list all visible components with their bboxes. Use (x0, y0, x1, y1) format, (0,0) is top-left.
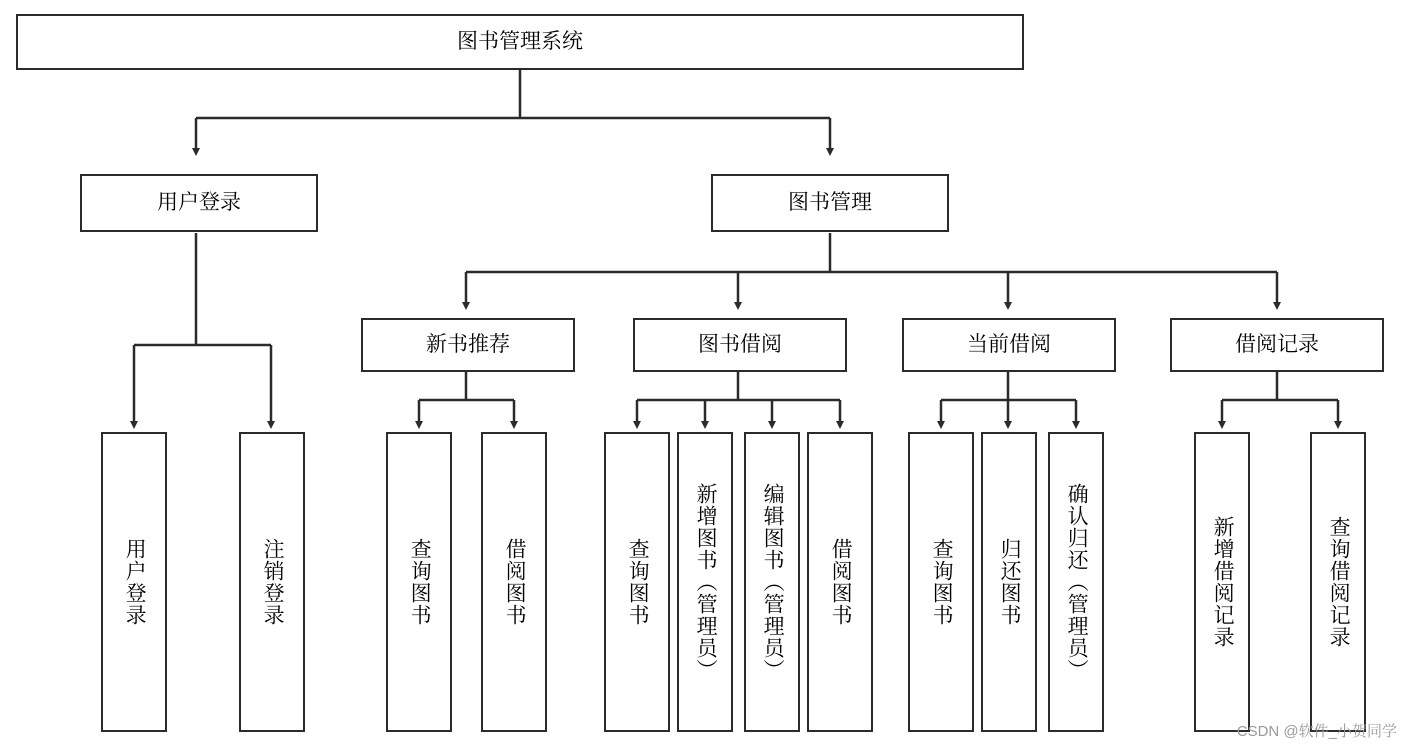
leaf-user-login-logout-label: 注销登录 (261, 538, 285, 626)
leaf-user-login-logout[interactable] (239, 432, 305, 732)
node-user-login[interactable] (80, 174, 318, 232)
leaf-borrow-borrow-book-label: 借阅图书 (829, 538, 853, 626)
leaf-records-query[interactable] (1310, 432, 1366, 732)
leaf-records-query-label: 查询借阅记录 (1327, 516, 1351, 648)
node-current-borrow[interactable] (902, 318, 1116, 372)
node-book-management-label: 图书管理 (788, 190, 872, 214)
leaf-borrow-query[interactable] (604, 432, 670, 732)
leaf-current-confirm-return[interactable] (1048, 432, 1104, 732)
leaf-new-books-query-label: 查询图书 (408, 538, 432, 626)
leaf-user-login-login-label: 用户登录 (123, 538, 147, 626)
leaf-current-return-label: 归还图书 (998, 538, 1022, 626)
leaf-new-books-query[interactable] (386, 432, 452, 732)
leaf-borrow-edit-book[interactable] (744, 432, 800, 732)
leaf-user-login-login[interactable] (101, 432, 167, 732)
leaf-current-confirm-return-label: 确认归还（管理员） (1065, 483, 1089, 681)
leaf-current-query[interactable] (908, 432, 974, 732)
leaf-current-return[interactable] (981, 432, 1037, 732)
node-current-borrow-label: 当前借阅 (967, 332, 1051, 356)
watermark: CSDN @软件_小贺同学 (1236, 723, 1397, 740)
leaf-records-add[interactable] (1194, 432, 1250, 732)
leaf-borrow-edit-book-label: 编辑图书（管理员） (761, 483, 785, 681)
node-book-borrow[interactable] (633, 318, 847, 372)
node-root-label: 图书管理系统 (457, 29, 583, 53)
leaf-new-books-borrow[interactable] (481, 432, 547, 732)
node-user-login-label: 用户登录 (157, 190, 241, 214)
node-new-book-recommend-label: 新书推荐 (426, 332, 510, 356)
node-book-management[interactable] (711, 174, 949, 232)
node-borrow-records[interactable] (1170, 318, 1384, 372)
node-new-book-recommend[interactable] (361, 318, 575, 372)
leaf-borrow-add-book[interactable] (677, 432, 733, 732)
node-borrow-records-label: 借阅记录 (1235, 332, 1319, 356)
leaf-borrow-add-book-label: 新增图书（管理员） (694, 483, 718, 681)
leaf-current-query-label: 查询图书 (930, 538, 954, 626)
leaf-borrow-query-label: 查询图书 (626, 538, 650, 626)
leaf-borrow-borrow-book[interactable] (807, 432, 873, 732)
node-root[interactable] (16, 14, 1024, 70)
node-book-borrow-label: 图书借阅 (698, 332, 782, 356)
leaf-records-add-label: 新增借阅记录 (1211, 516, 1235, 648)
leaf-new-books-borrow-label: 借阅图书 (503, 538, 527, 626)
